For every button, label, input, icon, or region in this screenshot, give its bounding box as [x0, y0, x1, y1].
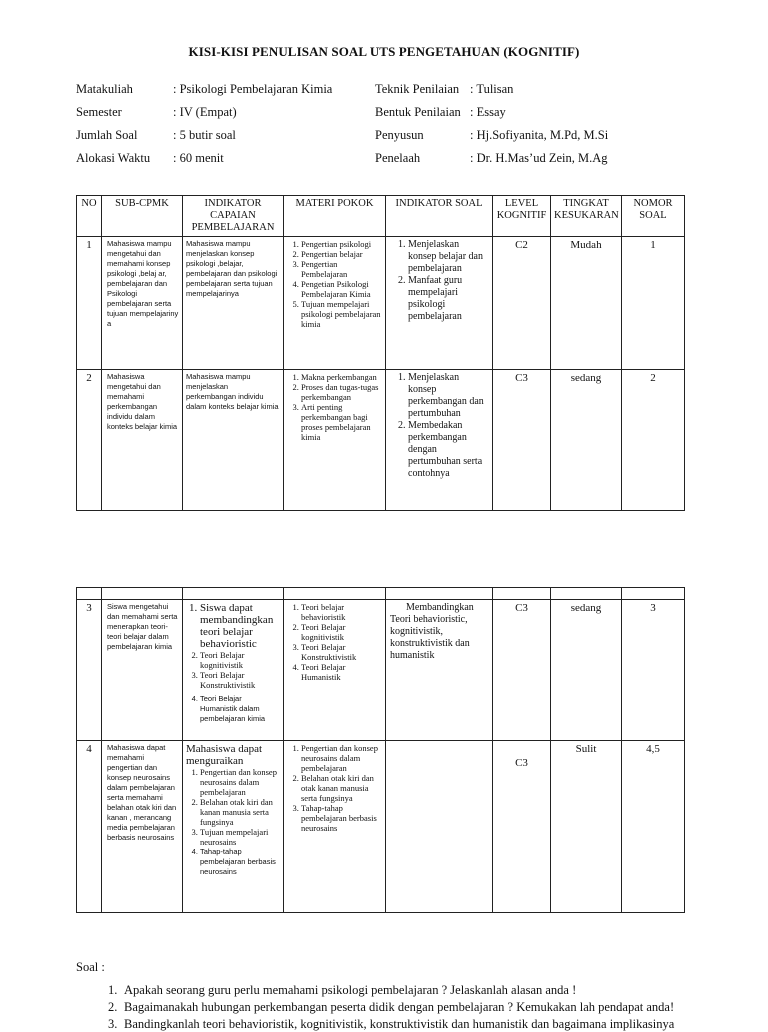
header-sub-cpmk: SUB-CPMK: [102, 196, 183, 237]
row-materi: [284, 741, 386, 913]
row-materi: [284, 600, 386, 741]
list-item: 2. Pengertian belajar: [301, 249, 382, 259]
row-sub-cpmk: Mahasiswa mampu mengetahui dan memahami konsep psikologi ,belaj ar, pembelajaran dan Psikologi pembelajaran serta tujuan mempelajariny a: [102, 237, 183, 370]
empty-cell: [77, 588, 102, 600]
meta-value: : 5 butir soal: [173, 128, 236, 142]
question-text: Bagaimanakah hubungan perkembangan peserta didik dengan pembelajaran ? Kemukakan lah pendapat anda!: [124, 1000, 675, 1014]
header-indikator-cp: INDIKATOR CAPAIAN PEMBELAJARAN: [183, 196, 284, 237]
table-header-row: [77, 196, 685, 237]
row-nomor: 2: [622, 370, 685, 511]
table-header-row-empty: [77, 588, 685, 600]
empty-cell: [284, 588, 386, 600]
list-item: 1. Pengertian psikologi: [301, 239, 382, 249]
row-no: 3: [77, 600, 102, 741]
empty-cell: [493, 588, 551, 600]
meta-label: Semester: [76, 105, 122, 119]
list-item: 4. Teori Belajar Humanistik dalam pembelajaran kimia: [200, 694, 280, 724]
meta-label: Penyusun: [375, 128, 424, 142]
list-item: 1. Pengertian dan konsep neurosains dalam pembelajaran: [200, 767, 280, 797]
row-indikator-cp: Mahasiswa mampu menjelaskan konsep psikologi ,belajar, pembelajaran dan psikologi pembelajaran serta tujuan mempelajarinya: [183, 237, 284, 370]
question-item: 3. Bandingkanlah teori behavioristik, kognitivistik, konstruktivistik dan humanistik dan bagaimana implikasinya: [108, 1017, 675, 1031]
list-item: 1. Menjelaskan konsep belajar dan pembelajaran: [408, 239, 489, 275]
table-row: [77, 370, 685, 511]
list-item: 2. Belahan otak kiri dan kanan manusia serta fungsinya: [200, 797, 280, 827]
row-indikator-cp: [183, 600, 284, 741]
row-indikator-soal: [386, 741, 493, 913]
list-item: 1. Makna perkembangan: [301, 372, 382, 382]
header-kesukaran: TINGKAT KESUKARAN: [551, 196, 622, 237]
row-sub-cpmk: Siswa mengetahui dan memahami serta menerapkan teori-teori belajar dalam pembelajaran kimia: [102, 600, 183, 741]
row-indikator-soal: Membandingkan Teori behavioristic, kognitivistik, konstruktivistik dan humanistik: [386, 600, 493, 741]
list-item: 1. Siswa dapat membandingkan teori belajar behavioristic: [200, 602, 280, 650]
question-item: 1. Apakah seorang guru perlu memahami psikologi pembelajaran ? Jelaskanlah alasan anda !: [108, 983, 577, 997]
meta-value: : Tulisan: [470, 82, 514, 96]
table-row: [77, 600, 685, 741]
meta-label: Alokasi Waktu: [76, 151, 151, 165]
list-item: 2. Teori Belajar kognitivistik: [301, 622, 382, 642]
list-item: 4. Teori Belajar Humanistik: [301, 662, 382, 682]
row-kesukaran: Mudah: [551, 237, 622, 370]
header-materi: MATERI POKOK: [284, 196, 386, 237]
row-no: 2: [77, 370, 102, 511]
meta-value: : Essay: [470, 105, 506, 119]
row-indikator-soal: [386, 237, 493, 370]
meta-value: : Psikologi Pembelajaran Kimia: [173, 82, 333, 96]
header-nomor: NOMOR SOAL: [622, 196, 685, 237]
header-no: NO: [77, 196, 102, 237]
row-no: 1: [77, 237, 102, 370]
meta-value: : Dr. H.Mas’ud Zein, M.Ag: [470, 151, 608, 165]
list-item: 4. Pengetian Psikologi Pembelajaran Kimia: [301, 279, 382, 299]
meta-value: : IV (Empat): [173, 105, 237, 119]
empty-cell: [622, 588, 685, 600]
row-materi: [284, 370, 386, 511]
row-level: C2: [493, 237, 551, 370]
meta-label: Bentuk Penilaian: [375, 105, 461, 119]
header-indikator-soal: INDIKATOR SOAL: [386, 196, 493, 237]
kisi-table-2: [76, 587, 685, 913]
row-sub-cpmk: Mahasiswa dapat memahami pengertian dan konsep neurosains dalam pembelajaran serta memahami belahan otak kiri dan kanan , merancang media pembelajaran berbasis neurosains: [102, 741, 183, 913]
list-item: 3. Tujuan mempelajari neurosains: [200, 827, 280, 847]
list-item: 2. Membedakan perkembangan dengan pertumbuhan serta contohnya: [408, 420, 489, 480]
question-text: Bandingkanlah teori behavioristik, kognitivistik, konstruktivistik dan humanistik dan bagaimana implikasinya: [124, 1017, 675, 1031]
empty-cell: [386, 588, 493, 600]
soal-label: Soal :: [76, 960, 105, 974]
row-level: C3: [493, 741, 551, 913]
row-kesukaran: sedang: [551, 370, 622, 511]
indikator-intro: Mahasiswa dapat menguraikan: [186, 743, 263, 767]
meta-label: Teknik Penilaian: [375, 82, 460, 96]
kisi-table-1: [76, 195, 685, 511]
row-kesukaran: sedang: [551, 600, 622, 741]
list-item: 2. Teori Belajar kognitivistik: [200, 650, 280, 670]
meta-value: : 60 menit: [173, 151, 224, 165]
row-nomor: 4,5: [622, 741, 685, 913]
empty-cell: [551, 588, 622, 600]
list-item: 5. Tujuan mempelajari psikologi pembelajaran kimia: [301, 299, 382, 329]
question-item: 2. Bagaimanakah hubungan perkembangan peserta didik dengan pembelajaran ? Kemukakan lah pendapat anda!: [108, 1000, 675, 1014]
list-item: 4. Tahap-tahap pembelajaran berbasis neurosains: [200, 847, 280, 877]
table-row: [77, 237, 685, 370]
row-no: 4: [77, 741, 102, 913]
list-item: 3. Teori Belajar Konstruktivistik: [200, 670, 280, 690]
empty-cell: [183, 588, 284, 600]
row-level: C3: [493, 600, 551, 741]
list-item: 3. Pengertian Pembelajaran: [301, 259, 382, 279]
header-level: LEVEL KOGNITIF: [493, 196, 551, 237]
meta-label: Jumlah Soal: [76, 128, 138, 142]
list-item: 1. Menjelaskan konsep perkembangan dan pertumbuhan: [408, 372, 489, 420]
row-level: C3: [493, 370, 551, 511]
row-indikator-soal: [386, 370, 493, 511]
meta-label: Penelaah: [375, 151, 421, 165]
document-title: KISI-KISI PENULISAN SOAL UTS PENGETAHUAN (KOGNITIF): [188, 44, 580, 59]
row-kesukaran: Sulit: [551, 741, 622, 913]
list-item: 1. Teori belajar behavioristik: [301, 602, 382, 622]
list-item: 3. Arti penting perkembangan bagi proses pembelajaran kimia: [301, 402, 382, 442]
list-item: 3. Tahap-tahap pembelajaran berbasis neurosains: [301, 803, 382, 833]
list-item: 2. Belahan otak kiri dan otak kanan manusia serta fungsinya: [301, 773, 382, 803]
list-item: 2. Manfaat guru mempelajari psikologi pembelajaran: [408, 275, 489, 323]
row-nomor: 1: [622, 237, 685, 370]
row-indikator-cp: [183, 741, 284, 913]
meta-label: Matakuliah: [76, 82, 133, 96]
row-materi: [284, 237, 386, 370]
list-item: 1. Pengertian dan konsep neurosains dalam pembelajaran: [301, 743, 382, 773]
row-indikator-cp: Mahasiswa mampu menjelaskan perkembangan individu dalam konteks belajar kimia: [183, 370, 284, 511]
row-sub-cpmk: Mahasiswa mengetahui dan memahami perkembangan individu dalam konteks belajar kimia: [102, 370, 183, 511]
list-item: 2. Proses dan tugas-tugas perkembangan: [301, 382, 382, 402]
meta-value: : Hj.Sofiyanita, M.Pd, M.Si: [470, 128, 609, 142]
row-nomor: 3: [622, 600, 685, 741]
empty-cell: [102, 588, 183, 600]
table-row: [77, 741, 685, 913]
list-item: 3. Teori Belajar Konstruktivistik: [301, 642, 382, 662]
question-text: Apakah seorang guru perlu memahami psikologi pembelajaran ? Jelaskanlah alasan anda !: [124, 983, 577, 997]
